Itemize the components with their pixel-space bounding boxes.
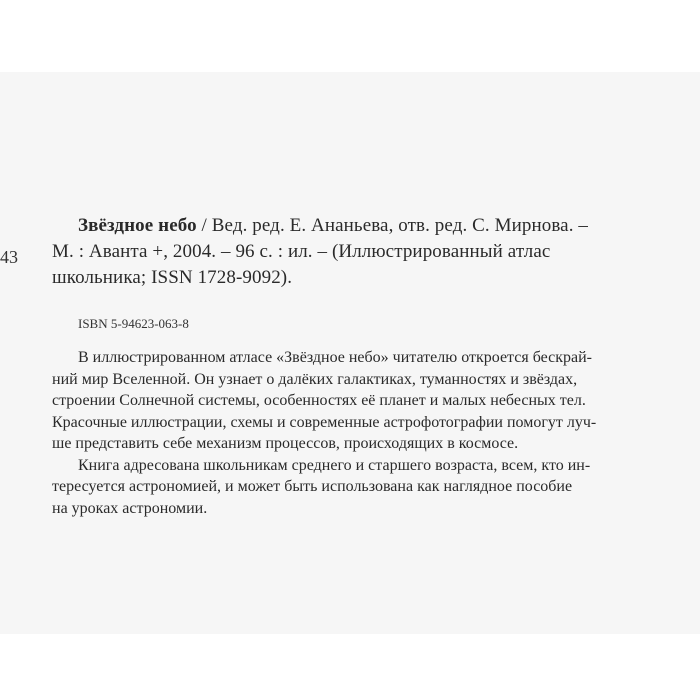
bib-line-1-rest: / Вед. ред. Е. Ананьева, отв. ред. С. Мирнова. – [196,215,589,236]
bib-line-3: школьника; ISSN 1728-9092). [52,267,293,288]
annotation-line: В иллюстрированном атласе «Звёздное небо» читателю откроется бескрай- [78,349,592,366]
annotation-line: ше представить себе механизм процессов, происходящих в космосе. [52,435,519,452]
book-title: Звёздное небо [78,215,197,236]
annotation-line: тересуется астрономией, и может быть использована как наглядное пособие [52,478,573,495]
page-number: 43 [0,247,18,267]
bib-line-1 [52,213,672,239]
annotation-line: ний мир Вселенной. Он узнает о далёких галактиках, туманностях и звёздах, [52,370,578,388]
annotation [52,347,672,519]
annotation-line: Красочные иллюстрации, схемы и современные астрофотографии помогут луч- [52,413,597,431]
annotation-line: на уроках астрономии. [52,499,208,517]
bib-line-2: М. : Аванта +, 2004. – 96 с. : ил. – (Иллюстрированный атлас [52,241,551,262]
annotation-line: строении Солнечной системы, особенностях её планет и малых небесных тел. [52,392,586,409]
annotation-line: Книга адресована школьникам среднего и старшего возраста, всем, кто ин- [78,456,591,474]
isbn: ISBN 5-94623-063-8 [78,316,189,331]
bibliographic-record [52,213,672,291]
